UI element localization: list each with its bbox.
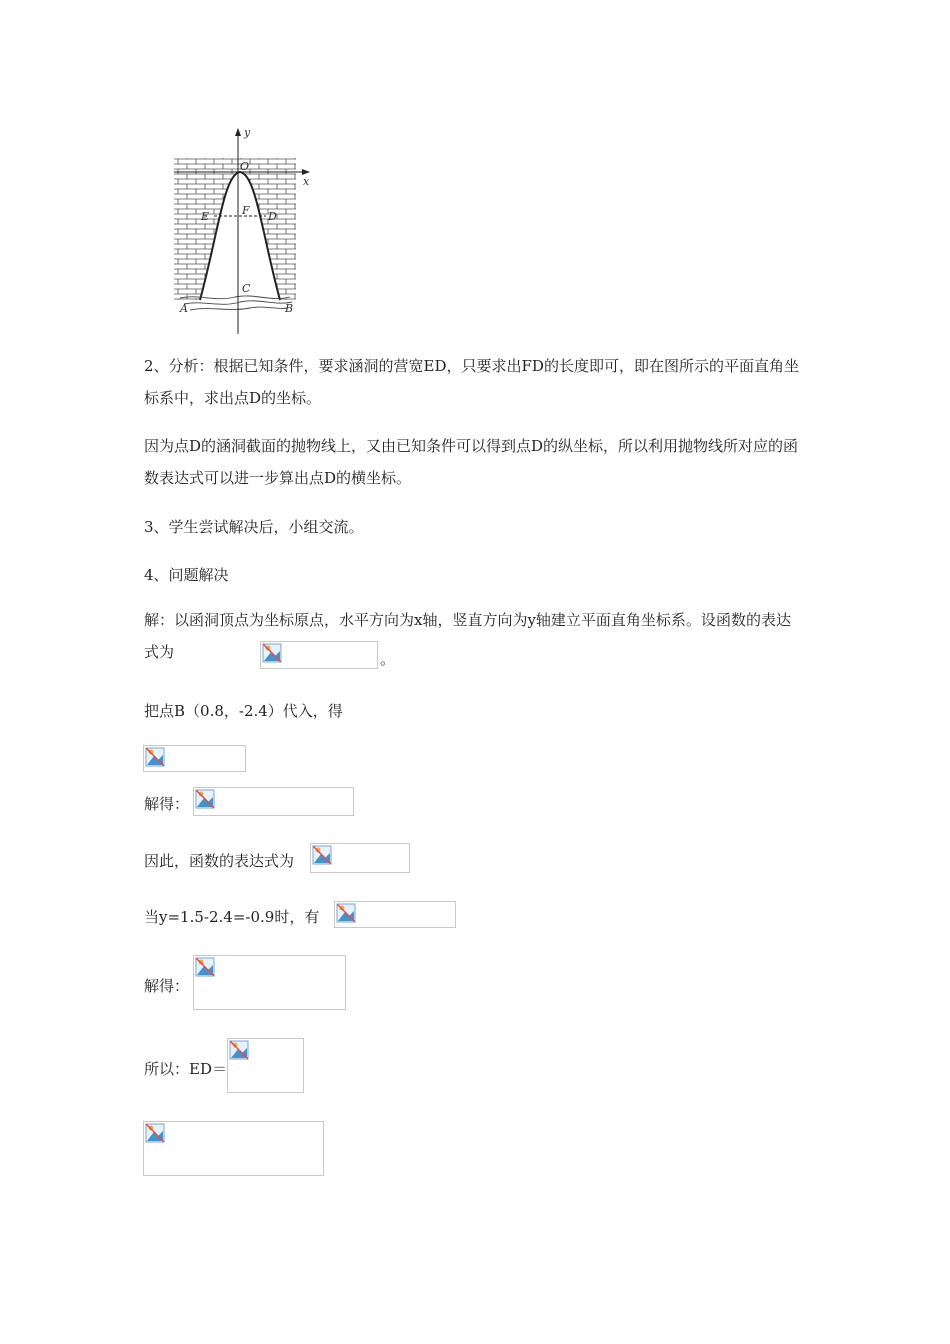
label-e: E [201,210,210,223]
broken-image-icon [229,1040,249,1060]
solve-label-1: 解得： [144,795,190,813]
sentence-end: 。 [380,650,396,668]
formula-image-2 [143,745,246,772]
label-o: O [240,160,250,173]
label-x: x [303,175,310,188]
so-ed-label: 所以：ED＝ [144,1060,227,1078]
therefore-label: 因此，函数的表达式为 [144,852,295,870]
formula-image-4 [310,843,410,873]
broken-image-icon [336,903,356,923]
broken-image-icon [145,747,165,767]
solution-paragraph: 解：以函洞顶点为坐标原点，水平方向为x轴，竖直方向为y轴建立平面直角坐标系。设函数的表达式为 [144,611,791,661]
formula-image-1 [260,641,378,669]
broken-image-icon [195,957,215,977]
broken-image-icon [262,643,282,663]
section-4-heading: 4、问题解决 [144,566,229,584]
label-a: A [180,302,188,315]
broken-image-icon [195,789,215,809]
formula-image-6 [193,955,346,1010]
label-y: y [244,126,251,139]
broken-image-icon [312,845,332,865]
formula-image-5 [334,901,456,928]
when-y-label: 当y=1.5-2.4=-0.9时，有 [144,908,320,926]
formula-image-7 [227,1038,304,1093]
formula-image-3 [193,787,354,816]
label-f: F [242,204,250,217]
substitute-text: 把点B（0.8，-2.4）代入，得 [144,702,343,720]
section-3-text: 3、学生尝试解决后，小组交流。 [144,518,364,536]
broken-image-icon [145,1123,165,1143]
culvert-parabola-figure [160,124,320,339]
solve-label-2: 解得： [144,977,190,995]
analysis-paragraph-2: 因为点D的涵洞截面的抛物线上，又由已知条件可以得到点D的纵坐标，所以利用抛物线所对应的函数表达式可以进一步算出点D的横坐标。 [144,437,799,487]
formula-image-8 [143,1121,324,1176]
analysis-paragraph-1: 2、分析：根据已知条件，要求涵洞的营宽ED，只要求出FD的长度即可，即在图所示的平面直角坐标系中，求出点D的坐标。 [144,357,799,407]
label-b: B [285,302,294,315]
label-d: D [268,210,277,223]
label-c: C [242,282,251,295]
